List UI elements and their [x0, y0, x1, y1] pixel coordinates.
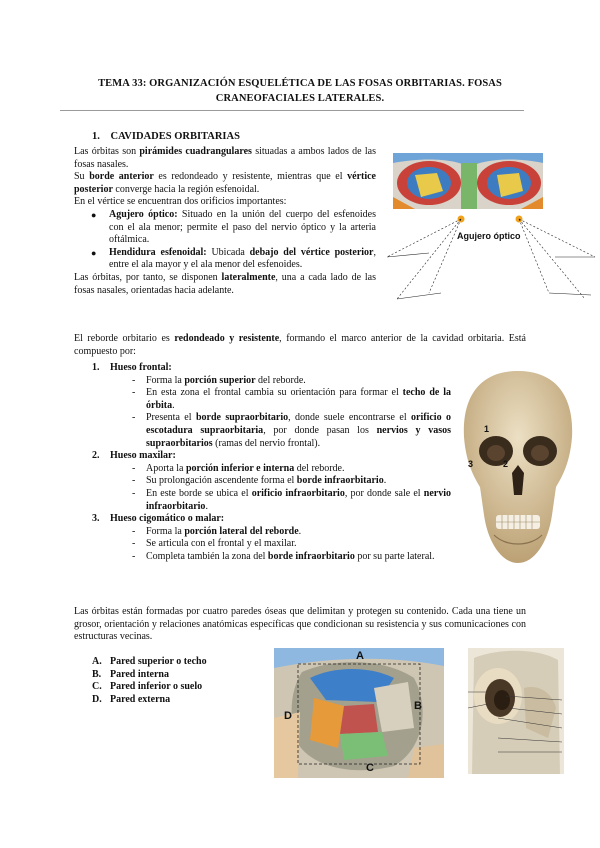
wall-item-c: C. Pared inferior o suelo: [92, 681, 203, 693]
list-item: - Forma la porción superior del reborde.: [132, 374, 306, 386]
paragraph-piramides: Las órbitas son pirámides cuadrangulares situadas a ambos lados de las fosas nasales.: [74, 146, 376, 170]
paragraph-borde-anterior: Su borde anterior es redondeado y resistente, mientras que el vértice posterior converge hacia la región esfenoidal.: [74, 171, 376, 195]
wall-label-c: C: [366, 762, 374, 774]
reborde-list: [74, 362, 451, 564]
list-item: - Forma la porción lateral del reborde.: [132, 525, 302, 537]
label-agujero-optico: Agujero óptico: [457, 231, 521, 241]
list-item: - Su prolongación ascendente forma el borde infraorbitario.: [132, 475, 387, 487]
skull-label-1: 1: [484, 424, 490, 434]
hueso-frontal-heading: 1. Hueso frontal:: [92, 362, 172, 373]
title-divider: [60, 110, 524, 111]
hueso-maxilar-heading: 2. Hueso maxilar:: [92, 450, 176, 462]
list-item: - Se articula con el frontal y el maxilar.: [132, 538, 297, 550]
figure-agujero-optico: [385, 153, 597, 303]
paragraph-orificios: En el vértice se encuentran dos orificios importantes:: [74, 196, 287, 208]
section-title: CAVIDADES ORBITARIAS: [110, 131, 240, 142]
list-item: - Aporta la porción inferior e interna del reborde.: [132, 462, 345, 474]
skull-label-3: 3: [468, 459, 474, 469]
paragraph-lateralmente: Las órbitas, por tanto, se disponen lateralmente, una a cada lado de las fosas nasales, orientadas hacia adelante.: [74, 271, 376, 296]
bullet-hendidura-esfenoidal: ● Hendidura esfenoidal: Ubicada debajo del vértice posterior, entre el ala mayor y el ala menor del esfenoides.: [91, 246, 376, 271]
wall-item-b: B. Pared interna: [92, 668, 169, 680]
title-line-2: CRANEOFACIALES LATERALES.: [215, 93, 385, 104]
title-line-1: TEMA 33: ORGANIZACIÓN ESQUELÉTICA DE LAS FOSAS ORBITARIAS. FOSAS: [98, 78, 502, 89]
section-1-body: [74, 146, 376, 297]
document-title: [60, 76, 540, 106]
list-item: - En esta zona el frontal cambia su orientación para formar el techo de la órbita.: [132, 387, 451, 411]
section-heading: [92, 131, 240, 142]
bullet-agujero-optico: ● Agujero óptico: Situado en la unión del cuerpo del esfenoides con el ala menor; permite el paso del nervio óptico y la arteria oftálmica.: [91, 208, 376, 246]
reborde-intro: El reborde orbitario es redondeado y resistente, formando el marco anterior de la cavidad orbitaria. Está compuesto por:: [74, 333, 526, 357]
walls-intro: Las órbitas están formadas por cuatro paredes óseas que delimitan y protegen su contenido. Cada una tiene un grosor, orientación y relaciones anatómicas específicas que condicionan su resistencia y sus comunicaciones con estructuras vecinas.: [74, 606, 526, 643]
figure-orbit-photo: [468, 648, 564, 774]
skull-label-2: 2: [503, 459, 509, 469]
section-number: 1.: [92, 131, 100, 142]
wall-label-d: D: [284, 710, 292, 722]
wall-item-d: D. Pared externa: [92, 693, 171, 705]
walls-list: [74, 656, 274, 706]
figure-skull: [458, 367, 578, 567]
list-item: - En este borde se ubica el orificio infraorbitario, por donde sale el nervio infraorbitario.: [132, 487, 451, 512]
wall-item-a: A. Pared superior o techo: [92, 656, 207, 667]
hueso-cigomatico-heading: 3. Hueso cigomático o malar:: [92, 513, 225, 525]
list-item: - Completa también la zona del borde infraorbitario por su parte lateral.: [132, 550, 435, 562]
wall-label-b: B: [414, 700, 422, 712]
wall-label-a: A: [356, 650, 364, 662]
list-item: - Presenta el borde supraorbitario, donde suele encontrarse el orificio o escotadura supraorbitaria, por donde pasan los nervios y vasos supraorbitarios (ramas del nervio frontal).: [132, 412, 451, 449]
figure-orbit-walls: [274, 648, 444, 778]
